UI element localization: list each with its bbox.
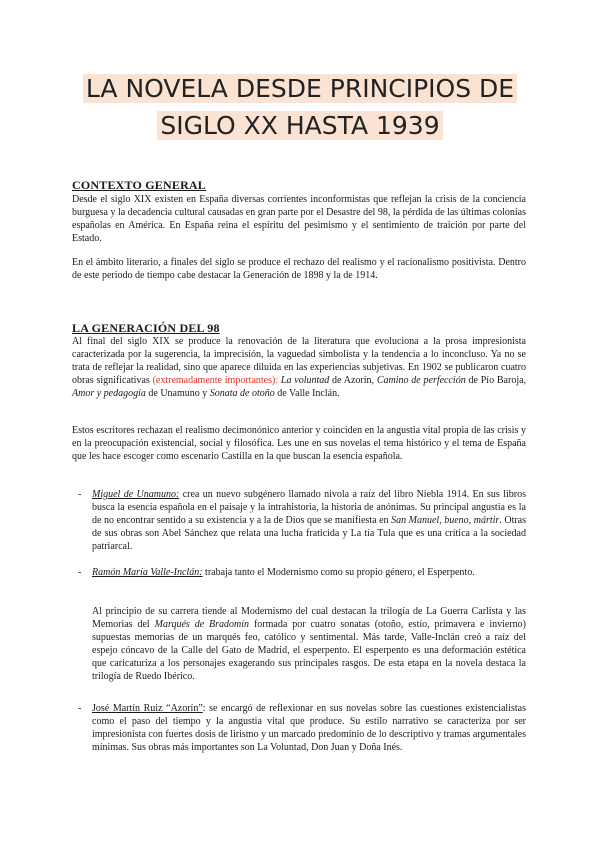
text-segment: Al principio de su carrera tiende al Modernismo del cual destacan la trilogía de La Guerra Carlista y las Memorias del [92, 606, 526, 630]
author-name: José Martín Ruiz “Azorín” [92, 703, 203, 714]
work-title: Sonata de otoño [209, 388, 275, 399]
list-bullet: - [78, 703, 82, 714]
list-item-unamuno [78, 488, 527, 553]
work-title: Amor y pedagogía [72, 388, 146, 399]
document-title [70, 70, 530, 144]
list-item-azorin [78, 702, 526, 754]
work-title: Camino de perfección [376, 375, 466, 386]
paragraph-gen98-2: Estos escritores rechazan el realismo decimonónico anterior y coinciden en la angustia vital propia de las crisis y en la preocupación existencial, social y filosófica. Les une en sus novelas el tema histórico y el tema de España que les hace escoger como escenario Castilla en la que buscan la esencia española. [72, 425, 526, 462]
author-name: Miguel de Unamuno: [92, 489, 180, 500]
text-segment: : se encargó de reflexionar en sus novelas sobre las cuestiones existencialistas como el paso del tiempo y la angustia vital que produce. Su estilo narrativo se caracteriza por ser impresionista con fuertes dosis de lirismo y un marcado predominio de lo descriptivo y tramas argumentales mínimas. Sus obras más importantes son La Voluntad, Don Juan y Doña Inés. [92, 703, 526, 753]
text-segment: de Valle Inclán. [274, 388, 340, 399]
heading-contexto: CONTEXTO GENERAL [72, 178, 207, 192]
text-segment: de Unamuno y [145, 388, 210, 399]
list-bullet: - [78, 489, 82, 500]
list-bullet: - [78, 567, 82, 578]
work-title: La voluntad [280, 375, 330, 386]
text-segment: de Azorín, [329, 375, 377, 386]
text-segment: formada por cuatro sonatas (otoño, estío, primavera e invierno) supuestas memorias de un marqués feo, católico y sentimental. Más tarde, Valle-Inclán creó a raíz del espejo cóncavo de la Calle del Gato de Madrid, el esperpento. El esperpento es una deformación estética que caricaturiza a los personajes exagerando sus principales rasgos. De esta etapa en la novela destaca la trilogía de Ruedo Ibérico. [92, 619, 526, 682]
author-name: Ramón María Valle-Inclán: [92, 567, 203, 578]
highlight-red-text: (extremadamente importantes): [152, 375, 279, 386]
paragraph-gen98-1 [72, 335, 526, 400]
text-segment: Al final del siglo XIX se produce la renovación de la literatura que evoluciona a la prosa impresionista caracterizada por la sugerencia, la imprecisión, la vaguedad simbolista y la tendencia a lo inconcluso. Ya no se trata de reflejar la realidad, sino que aparece diluida en las experiencias subjetivas. En 1902 se publicaron cuatro obras significativas [72, 336, 526, 386]
text-segment: crea un nuevo subgénero llamado nivola a raíz del libro Niebla 1914. En sus libros busca la esencia española en el paisaje y la intrahistoria, la historia de anónimas. Su principal angustia es la de no encontrar sentido a su existencia y a la de Dios que se manifiesta en [92, 489, 526, 526]
text-segment: . Otras de sus obras son Abel Sánchez que relata una lucha fraticida y La tía Tula que es una crítica a la sociedad patriarcal. [92, 515, 527, 552]
title-line-1: LA NOVELA DESDE PRINCIPIOS DE [83, 74, 517, 103]
list-item-valle-inclan [78, 566, 526, 579]
text-segment: trabaja tanto el Modernismo como su propio género, el Esperpento. [202, 567, 475, 578]
text-segment: de Pío Baroja, [465, 375, 527, 386]
paragraph-valle-inclan-2 [92, 605, 526, 683]
work-title: Marqués de Bradomín [154, 619, 250, 630]
heading-generacion-98: LA GENERACIÓN DEL 98 [72, 321, 220, 335]
paragraph-contexto-2: En el ámbito literario, a finales del siglo se produce el rechazo del realismo y el racionalismo positivista. Dentro de este periodo de tiempo cabe destacar la Generación de 1898 y la de 1914. [72, 257, 526, 281]
paragraph-contexto-1: Desde el siglo XIX existen en España diversas corrientes inconformistas que reflejan la crisis de la conciencia burguesa y la decadencia cultural causadas en gran parte por el Desastre del 98, la pérdida de las últimas colonias españolas en América. En España reina el espíritu del pesimismo y el sentimiento de traición por parte del Estado. [72, 194, 526, 244]
work-title: San Manuel, bueno, mártir [391, 515, 500, 526]
title-line-2: SIGLO XX HASTA 1939 [157, 111, 442, 140]
